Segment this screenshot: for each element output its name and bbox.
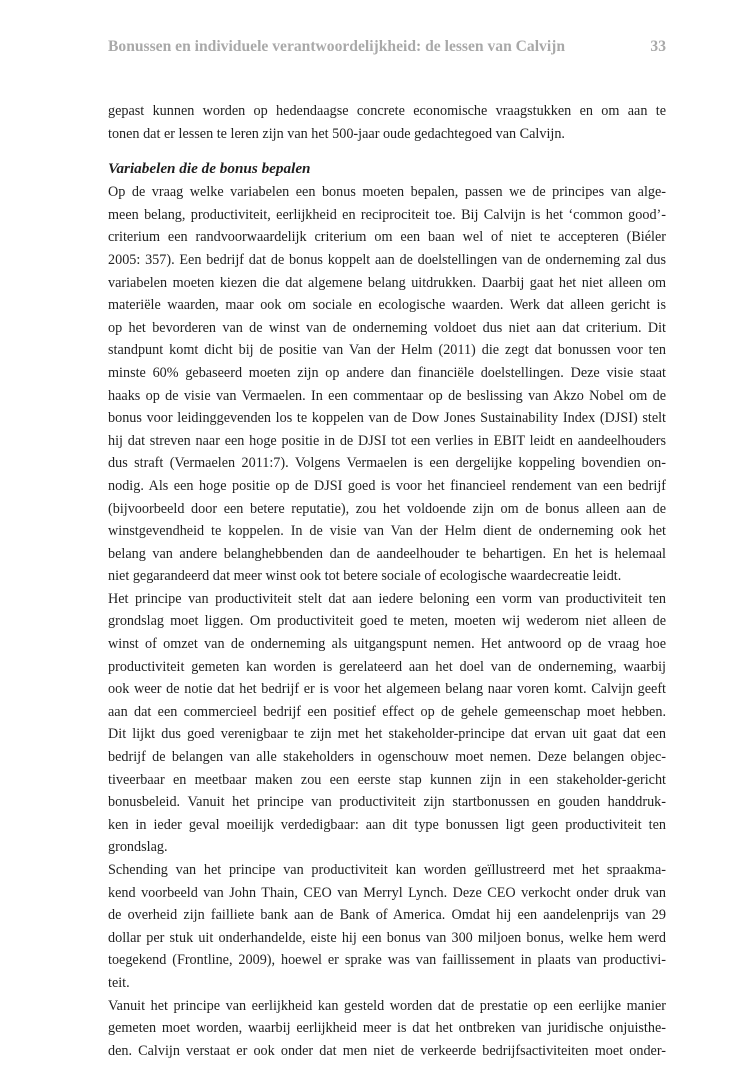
text-line: productiviteit gemeten kan worden is gerelateerd aan het doel van de onderneming, waarbij xyxy=(108,658,666,675)
text-line: teit. xyxy=(108,974,130,991)
text-line: grondslag moet liggen. Om productiviteit goed te meten, moeten wij wederom niet alleen de xyxy=(108,613,666,630)
text-line: Schending van het principe van productiviteit kan worden geïllustreerd met het spraakma- xyxy=(108,862,666,878)
text-line: niet gegarandeerd dat meer winst ook tot betere sociale of ecologische waardecreatie leidt. xyxy=(108,568,622,585)
running-header xyxy=(108,38,666,64)
text-line: hij dat streven naar een hoge positie in de DJSI tot een verlies in EBIT leidt en aandeelhouders xyxy=(108,432,666,449)
text-line: criterium een randvoorwaardelijk criterium om een baan wel of niet te accepteren (Biéler xyxy=(108,229,666,246)
text-line: toegekend (Frontline, 2009), hoewel er sprake was van faillissement in plaats van productivi- xyxy=(108,952,666,969)
text-line: dus straft (Vermaelen 2011:7). Volgens Vermaelen is een dergelijke koppeling bovendien on- xyxy=(108,455,666,472)
text-line: Op de vraag welke variabelen een bonus moeten bepalen, passen we de principes van alge- xyxy=(108,184,666,201)
text-line: meen belang, productiviteit, eerlijkheid en reciprociteit toe. Bij Calvijn is het ‘common good’- xyxy=(108,206,666,223)
page-number: 33 xyxy=(650,38,666,55)
text-line: variabelen moeten kiezen die dat algemene belang uitdrukken. Daarbij gaat het niet alleen om xyxy=(108,274,666,291)
running-header-title: Bonussen en individuele verantwoordelijkheid: de lessen van Calvijn xyxy=(108,38,566,55)
text-line: winst of omzet van de onderneming als uitgangspunt nemen. Het antwoord op de vraag hoe xyxy=(108,636,666,653)
text-line: standpunt komt dicht bij de positie van Van der Helm (2011) die zegt dat bonussen voor ten xyxy=(108,342,666,359)
text-line: op het bevorderen van de winst van de onderneming voldoet dus niet aan dat criterium. Dit xyxy=(108,319,666,336)
text-line: haaks op de visie van Vermaelen. In een commentaar op de beslissing van Akzo Nobel om de xyxy=(108,387,666,404)
text-line: tonen dat er lessen te leren zijn van het 500-jaar oude gedachtegoed van Calvijn. xyxy=(108,125,565,142)
text-line: bedrijf de belangen van alle stakeholders in ogenschouw moet nemen. Deze belangen objec- xyxy=(108,749,666,766)
text-line: tiveerbaar en meetbaar maken zou een eerste stap kunnen zijn in een stakeholder-gericht xyxy=(108,771,666,788)
section-heading: Variabelen die de bonus bepalen xyxy=(108,160,311,178)
paragraph-3 xyxy=(108,859,666,995)
paragraph-4 xyxy=(108,995,666,1063)
intro-paragraph xyxy=(108,100,666,145)
text-line: gemeten moet worden, waarbij eerlijkheid meer is dat het ontbreken van juridische onjuisthe- xyxy=(108,1020,666,1037)
text-line: ook weer de notie dat het bedrijf er is voor het algemeen belang naar voren komt. Calvijn geeft xyxy=(108,681,666,698)
text-line: Dit lijkt dus goed verenigbaar te zijn met het stakeholder-principe dat ervan uit gaat dat een xyxy=(108,726,666,743)
text-line: belang van andere belanghebbenden dan de aandeelhouder te behartigen. En het is helemaal xyxy=(108,545,666,562)
paragraph-2 xyxy=(108,588,666,859)
text-line: grondslag. xyxy=(108,839,168,856)
text-line: bonusbeleid. Vanuit het principe van productiviteit zijn startbonussen en gouden handdruk- xyxy=(108,794,666,811)
text-line: kend voorbeeld van John Thain, CEO van Merryl Lynch. Deze CEO verkocht onder druk van xyxy=(108,884,666,901)
text-line: aan dat een commercieel bedrijf een positief effect op de gehele gemeenschap moet hebben. xyxy=(108,703,666,720)
text-line: den. Calvijn verstaat er ook onder dat men niet de verkeerde bedrijfsactiviteiten moet onder- xyxy=(108,1042,666,1059)
text-line: minste 60% gebaseerd moeten zijn op andere dan financiële doelstellingen. Deze visie staat xyxy=(108,364,666,381)
text-line: bonus voor leidinggevenden los te koppelen van de Dow Jones Sustainability Index (DJSI) stelt xyxy=(108,410,666,427)
body-text xyxy=(108,100,666,1062)
text-line: 2005: 357). Een bedrijf dat de bonus koppelt aan de doelstellingen van de onderneming zal dus xyxy=(108,251,666,268)
text-line: gepast kunnen worden op hedendaagse concrete economische vraagstukken en om aan te xyxy=(108,103,666,119)
text-line: Het principe van productiviteit stelt dat aan iedere beloning een vorm van productiviteit ten xyxy=(108,590,666,607)
text-line: de overheid zijn failliete bank aan de Bank of America. Omdat hij een aandelenprijs van 29 xyxy=(108,907,666,924)
text-line: nodig. Als een hoge positie op de DJSI goed is voor het financieel rendement van een bedrijf xyxy=(108,477,666,494)
text-line: materiële waarden, maar ook om sociale en ecologische waarden. Werk dat alleen gericht is xyxy=(108,297,666,314)
text-line: Vanuit het principe van eerlijkheid kan gesteld worden dat de prestatie op een eerlijke manier xyxy=(108,997,666,1014)
text-line: dollar per stuk uit onderhandelde, eiste hij een bonus van 300 miljoen bonus, welke hem werd xyxy=(108,929,666,946)
text-line: (bijvoorbeeld door een betere reputatie), zou het voldoende zijn om de bonus alleen aan de xyxy=(108,500,666,517)
paragraph-1 xyxy=(108,181,666,588)
text-line: ken in ieder geval moeilijk verdedigbaar: aan dit type bonussen ligt geen productiviteit ten xyxy=(108,816,666,833)
text-line: winstgevendheid te koppelen. In de visie van Van der Helm dient de onderneming ook het xyxy=(108,523,666,540)
